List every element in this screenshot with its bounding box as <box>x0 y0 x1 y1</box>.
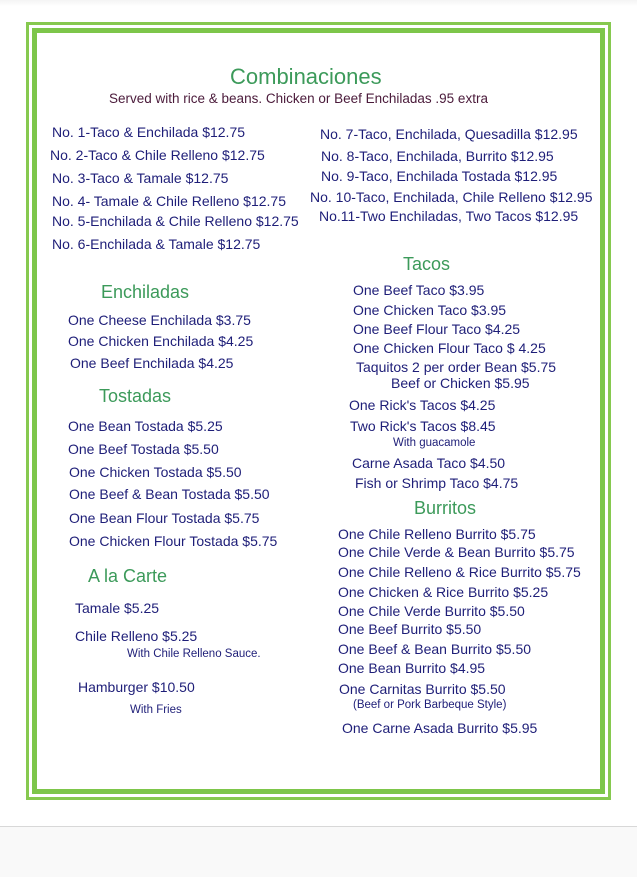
taco-item: Two Rick's Tacos $8.45 <box>350 418 496 434</box>
taco-item: Fish or Shrimp Taco $4.75 <box>355 475 519 491</box>
tostada-item: One Bean Flour Tostada $5.75 <box>69 510 260 526</box>
combo-item: No. 6-Enchilada & Tamale $12.75 <box>52 236 261 252</box>
burrito-item: One Chile Verde & Bean Burrito $5.75 <box>338 544 575 560</box>
taco-item: One Beef Flour Taco $4.25 <box>353 321 521 337</box>
combo-item: No. 4- Tamale & Chile Relleno $12.75 <box>52 193 286 209</box>
combo-item: No.11-Two Enchiladas, Two Tacos $12.95 <box>319 208 579 224</box>
combo-item: No. 9-Taco, Enchilada Tostada $12.95 <box>321 168 558 184</box>
tostada-item: One Bean Tostada $5.25 <box>68 418 223 434</box>
combo-item: No. 8-Taco, Enchilada, Burrito $12.95 <box>321 148 554 164</box>
scan-bottom-strip <box>0 826 637 877</box>
combo-item: No. 5-Enchilada & Chile Relleno $12.75 <box>52 213 299 229</box>
section-heading-a-la-carte: A la Carte <box>88 566 168 586</box>
taco-note: With guacamole <box>393 437 476 449</box>
section-heading-tostadas: Tostadas <box>99 386 172 406</box>
combo-item: No. 1-Taco & Enchilada $12.75 <box>52 124 246 140</box>
tostada-item: One Chicken Tostada $5.50 <box>69 464 242 480</box>
section-heading-burritos: Burritos <box>414 498 477 518</box>
burrito-item: One Beef & Bean Burrito $5.50 <box>338 641 532 657</box>
burrito-item: One Chile Verde Burrito $5.50 <box>338 603 525 619</box>
a-la-carte-item: Hamburger $10.50 <box>78 679 195 695</box>
section-heading-tacos: Tacos <box>403 254 451 274</box>
burrito-item: One Carnitas Burrito $5.50 <box>339 681 506 697</box>
a-la-carte-item: Chile Relleno $5.25 <box>75 628 198 644</box>
burrito-item: One Beef Burrito $5.50 <box>338 621 482 637</box>
burrito-note: (Beef or Pork Barbeque Style) <box>353 699 507 711</box>
tostada-item: One Beef Tostada $5.50 <box>68 441 219 457</box>
enchilada-item: One Cheese Enchilada $3.75 <box>68 312 251 328</box>
burrito-item: One Bean Burrito $4.95 <box>338 660 486 676</box>
enchilada-item: One Chicken Enchilada $4.25 <box>68 333 254 349</box>
combo-item: No. 10-Taco, Enchilada, Chile Relleno $12.95 <box>310 189 593 205</box>
taco-item: One Beef Taco $3.95 <box>353 282 485 298</box>
a-la-carte-note: With Fries <box>130 704 182 716</box>
taco-item: Beef or Chicken $5.95 <box>391 375 530 391</box>
tostada-item: One Beef & Bean Tostada $5.50 <box>69 486 270 502</box>
burrito-item: One Chile Relleno Burrito $5.75 <box>338 526 536 542</box>
enchilada-item: One Beef Enchilada $4.25 <box>70 355 234 371</box>
combo-item: No. 7-Taco, Enchilada, Quesadilla $12.95 <box>320 126 578 142</box>
menu-title: Combinaciones <box>230 64 382 89</box>
taco-item: Carne Asada Taco $4.50 <box>352 455 506 471</box>
burrito-item: One Carne Asada Burrito $5.95 <box>342 720 538 736</box>
combo-item: No. 2-Taco & Chile Relleno $12.75 <box>50 147 265 163</box>
a-la-carte-item: Tamale $5.25 <box>75 600 160 616</box>
taco-item: One Chicken Flour Taco $ 4.25 <box>353 340 546 356</box>
menu-subtitle: Served with rice & beans. Chicken or Beef Enchiladas .95 extra <box>109 91 488 106</box>
section-heading-enchiladas: Enchiladas <box>101 282 190 302</box>
taco-item: One Rick's Tacos $4.25 <box>349 397 496 413</box>
combo-item: No. 3-Taco & Tamale $12.75 <box>52 170 229 186</box>
burrito-item: One Chile Relleno & Rice Burrito $5.75 <box>338 564 581 580</box>
burrito-item: One Chicken & Rice Burrito $5.25 <box>338 584 549 600</box>
taco-item: Taquitos 2 per order Bean $5.75 <box>356 359 557 375</box>
a-la-carte-note: With Chile Relleno Sauce. <box>127 648 261 660</box>
tostada-item: One Chicken Flour Tostada $5.75 <box>69 533 278 549</box>
taco-item: One Chicken Taco $3.95 <box>353 302 507 318</box>
